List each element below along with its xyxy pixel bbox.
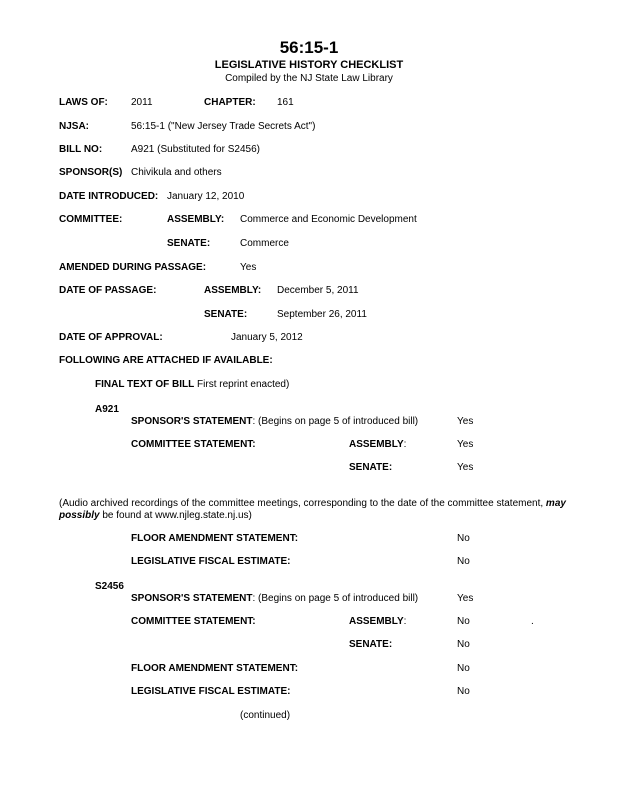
a921-assembly-colon: : (403, 439, 407, 450)
final-text-label: FINAL TEXT OF BILL (95, 379, 195, 390)
chapter-value: 161 (277, 97, 294, 108)
a921-senate-label: SENATE: (349, 462, 393, 473)
sponsors-value: Chivikula and others (131, 167, 222, 178)
s2456-assembly-label: ASSEMBLY (349, 616, 404, 627)
committee-label: COMMITTEE: (59, 214, 123, 225)
date-of-approval-label: DATE OF APPROVAL: (59, 332, 163, 343)
final-text-value: First reprint enacted) (197, 379, 290, 390)
a921-fiscal-value: No (457, 556, 470, 567)
date-introduced-label: DATE INTRODUCED: (59, 191, 159, 202)
audio-note-emphasis: may possibly (59, 498, 566, 521)
s2456-assembly-colon: : (403, 616, 407, 627)
s2456-sponsor-label: SPONSOR'S STATEMENT (131, 593, 253, 604)
passage-assembly-label: ASSEMBLY: (204, 285, 262, 296)
passage-assembly-value: December 5, 2011 (277, 285, 359, 296)
s2456-sponsor-row (131, 593, 418, 605)
a921-sponsor-value: Yes (457, 416, 474, 427)
committee-assembly-label: ASSEMBLY: (167, 214, 225, 225)
s2456-fiscal-value: No (457, 686, 470, 697)
committee-senate-value: Commerce (240, 238, 289, 249)
s2456-fiscal-label: LEGISLATIVE FISCAL ESTIMATE: (131, 686, 291, 697)
laws-of-value: 2011 (131, 97, 153, 108)
audio-note (59, 498, 579, 522)
date-of-passage-label: DATE OF PASSAGE: (59, 285, 157, 296)
a921-assembly-row (349, 439, 406, 451)
page-subtitle: LEGISLATIVE HISTORY CHECKLIST (214, 59, 404, 71)
audio-note-part2: be found at www.njleg.state.nj.us) (99, 510, 252, 521)
laws-of-label: LAWS OF: (59, 97, 108, 108)
a921-floor-value: No (457, 533, 470, 544)
a921-committee-label: COMMITTEE STATEMENT: (131, 439, 256, 450)
bill-no-value: A921 (Substituted for S2456) (131, 144, 260, 155)
date-introduced-value: January 12, 2010 (167, 191, 245, 202)
final-text-row (95, 379, 289, 391)
a921-senate-value: Yes (457, 462, 474, 473)
compiled-by: Compiled by the NJ State Law Library (225, 73, 393, 84)
audio-note-part1: (Audio archived recordings of the committee meetings, corresponding to the date of the committee statement, (59, 498, 546, 509)
amended-label: AMENDED DURING PASSAGE: (59, 262, 207, 273)
njsa-value: 56:15-1 ("New Jersey Trade Secrets Act") (131, 121, 316, 132)
s2456-assembly-row (349, 616, 406, 628)
a921-assembly-label: ASSEMBLY (349, 439, 404, 450)
page-title: 56:15-1 (279, 38, 339, 57)
committee-senate-label: SENATE: (167, 238, 211, 249)
a921-sponsor-note: : (Begins on page 5 of introduced bill) (252, 416, 419, 427)
s2456-stray-mark: . (531, 616, 534, 627)
a921-sponsor-label: SPONSOR'S STATEMENT (131, 416, 253, 427)
passage-senate-value: September 26, 2011 (277, 309, 367, 320)
a921-assembly-value: Yes (457, 439, 474, 450)
date-of-approval-value: January 5, 2012 (231, 332, 303, 343)
a921-floor-label: FLOOR AMENDMENT STATEMENT: (131, 533, 299, 544)
s2456-sponsor-note: : (Begins on page 5 of introduced bill) (252, 593, 419, 604)
s2456-sponsor-value: Yes (457, 593, 474, 604)
njsa-label: NJSA: (59, 121, 90, 132)
s2456-floor-value: No (457, 663, 470, 674)
a921-sponsor-row (131, 416, 418, 428)
s2456-floor-label: FLOOR AMENDMENT STATEMENT: (131, 663, 299, 674)
s2456-assembly-value: No (457, 616, 470, 627)
a921-fiscal-label: LEGISLATIVE FISCAL ESTIMATE: (131, 556, 291, 567)
a921-bill-label: A921 (95, 404, 119, 415)
bill-no-label: BILL NO: (59, 144, 103, 155)
s2456-senate-value: No (457, 639, 470, 650)
s2456-senate-label: SENATE: (349, 639, 393, 650)
attached-heading: FOLLOWING ARE ATTACHED IF AVAILABLE: (59, 355, 273, 366)
committee-assembly-value: Commerce and Economic Development (240, 214, 417, 225)
continued-note: (continued) (240, 710, 291, 721)
s2456-bill-label: S2456 (95, 581, 124, 592)
s2456-committee-label: COMMITTEE STATEMENT: (131, 616, 256, 627)
sponsors-label: SPONSOR(S) (59, 167, 123, 178)
passage-senate-label: SENATE: (204, 309, 248, 320)
chapter-label: CHAPTER: (204, 97, 256, 108)
amended-value: Yes (240, 262, 257, 273)
